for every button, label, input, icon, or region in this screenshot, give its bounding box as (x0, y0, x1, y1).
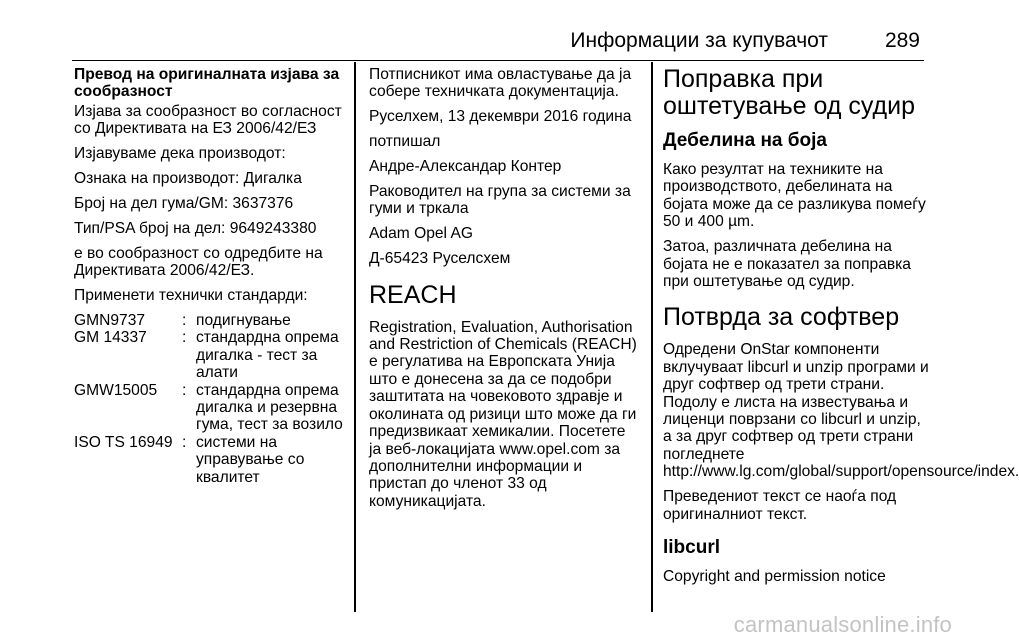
standard-description: системи на управување со квалитет (196, 433, 305, 486)
column-right (663, 65, 1019, 593)
paragraph: Одредени OnStar компоненти вклучуваат libcurl и unzip програми и друг софтвер од трети страни. Подолу е листа на известувања и лиценци поврзани со libcurl и unzip, а за друг софтвер од трети страни погледнете http://www.lg.com/global/support/opensource/index. (663, 341, 1019, 481)
paragraph: Андре-Александар Контер (369, 158, 562, 176)
page-header (72, 20, 924, 61)
paragraph: Потписникот има овластување да ја собере техничката документација. (369, 66, 632, 101)
paragraph: Број на дел гума/GM: 3637376 (74, 194, 294, 212)
section-heading: Потврда за софтвер (663, 303, 900, 332)
paragraph: Како резултат на техниките на производството, дебелината на бојата може да се разликува помеѓу 50 и 400 µm. (663, 161, 926, 231)
paragraph: Д-65423 Руселсхем (369, 250, 511, 268)
separator: : (182, 311, 187, 329)
subsection-heading: libcurl (663, 536, 721, 558)
table-row (74, 312, 346, 329)
page-title: Информации за купувачот (570, 29, 828, 52)
paragraph: Руселхем, 13 декември 2016 година (369, 108, 632, 126)
separator: : (182, 381, 187, 399)
standard-code: GMW15005 (74, 381, 158, 399)
paragraph: Раководител на група за системи за гуми и тркала (369, 183, 631, 218)
separator: : (182, 329, 187, 347)
column-divider (354, 62, 356, 612)
paragraph: е во сообразност со одредбите на Директивата 2006/42/ЕЗ. (74, 244, 323, 280)
paragraph: Copyright and permission notice (663, 567, 886, 585)
page-number: 289 (884, 29, 920, 52)
paragraph: Применети технички стандарди: (74, 287, 308, 305)
standard-code: ISO TS 16949 (74, 433, 173, 451)
section-heading: REACH (369, 280, 457, 309)
standard-description: подигнување (196, 311, 291, 329)
section-heading: Превод на оригиналната изјава за сообразност (74, 66, 340, 101)
table-row (74, 329, 346, 381)
column-middle (369, 66, 639, 518)
table-row (74, 434, 346, 486)
table-row (74, 382, 346, 434)
separator: : (182, 433, 187, 451)
paragraph: Registration, Evaluation, Authorisation and Restriction of Chemicals (REACH) е регулатива на Европската Унија што е донесена за да се подобри заштитата на човековото здравје и околината од ризици што може да ги предизвикаат хемикалии. Посетете ја веб-локацијата www.opel.com за дополнителни информации и пристап до членот 33 од комуникацијата. (369, 318, 637, 510)
paragraph: Затоа, различната дебелина на бојата не е показател за поправка при оштетување од судир. (663, 238, 911, 290)
paragraph: потпишал (369, 133, 441, 151)
paragraph: Преведениот текст се наоѓа под оригиналниот текст. (663, 488, 897, 523)
standard-description: стандардна опрема дигалка - тест за алати (196, 329, 339, 382)
paragraph: Ознака на производот: Дигалка (74, 170, 302, 188)
watermark: carmanualsonline.info (733, 612, 952, 637)
column-left (74, 66, 350, 486)
standard-code: GM 14337 (74, 329, 147, 347)
standard-description: стандардна опрема дигалка и резервна гума, тест за возило (196, 381, 343, 434)
standard-code: GMN9737 (74, 311, 146, 329)
paragraph: Adam Opel AG (369, 225, 474, 243)
paragraph: Изјавуваме дека производот: (74, 145, 286, 163)
paragraph: Изјава за сообразност во согласност со Директивата на ЕЗ 2006/42/ЕЗ (74, 102, 342, 138)
section-heading: Поправка при оштетување од судир (663, 65, 916, 120)
subsection-heading: Дебелина на боја (663, 130, 827, 151)
column-divider (651, 62, 653, 612)
standards-table (74, 312, 346, 486)
paragraph: Тип/PSA број на дел: 9649243380 (74, 219, 317, 237)
